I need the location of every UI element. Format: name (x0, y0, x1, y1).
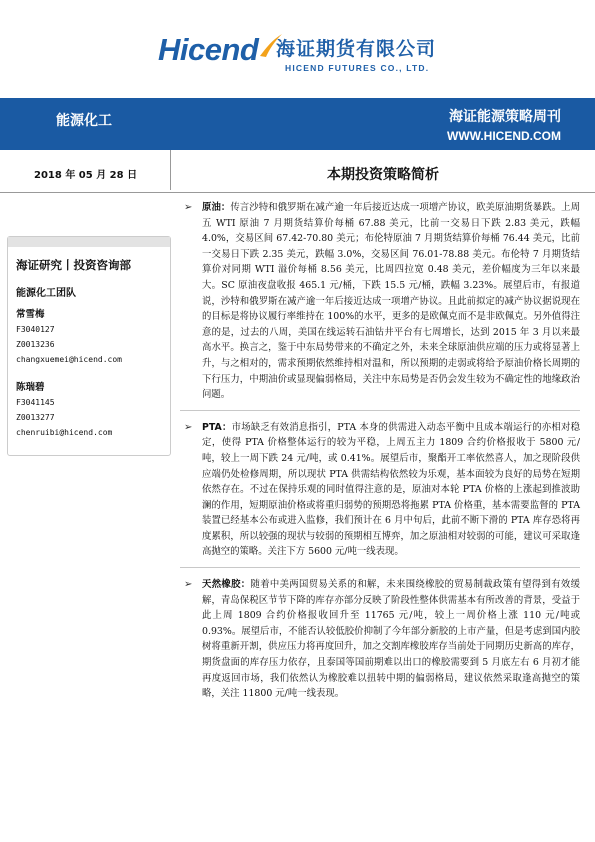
logo-wordmark: Hicend (158, 32, 259, 67)
section-label: 原油： (202, 202, 231, 213)
section-text: 传言沙特和俄罗斯在减产逾一年后接近达成一项增产协议，欧美原油期货暴跌。上周五 WTI 原油 7 月期货结算价每桶 67.88 美元，比前一交易日下跌 2.83 美元，跌幅 4.0%，交易区间 67.42-70.80 美元；布伦特原油 7 月期货结算价每桶 76.44 美元，比前一交易日下跌 2.35 美元，跌幅 3.0%，交易区间 76.01-78.88 美元。布伦特 7 月期货结算价对同期 WTI 溢价每桶 8.56 美元，比周四拉宽 0.48 美元，差价幅度为三年以来最大。SC 原油夜盘收报 465.1 元/桶，下跌 15.5 元/桶，跌幅 3.23%。展望后市，有报道说，沙特和俄罗斯在减产逾一年后接近达成一项增产协议。且此前拟定的减产协议据说现在的目标是将协议履行率维持在 100%的水平，更多的是欧佩克而不是非欧佩克。另外值得注意的是，过去的八周，美国在线运转石油钻井平台有七周增长，达到 2015 年 3 月以来最高水平。换言之，鉴于中东局势带来的不确定之外，未来全球原油供应端的压力或将显著上升，与之相对的，需求预期依然维持相对温和，所以预期的走弱或将给予原油价格长周期的下行压力，中期油价或显现偏弱格局，关注中东局势是否仍会发生较为不确定性的地缘政治问题。 (202, 202, 580, 401)
arrow-bullet-icon: ➢ (184, 579, 193, 591)
section-label: 能源化工 (56, 113, 112, 129)
report-date: 2018 年 05 月 28 日 (34, 170, 138, 181)
section-pta (170, 420, 580, 560)
analyst-sidebar (7, 236, 171, 456)
strategy-content (170, 200, 580, 702)
section-paragraph (202, 200, 580, 403)
analyst-license-id: F3040127 (16, 325, 55, 334)
analyst-card (16, 380, 112, 440)
section-divider (180, 567, 580, 568)
company-logo (158, 28, 458, 78)
analyst-card (16, 307, 122, 367)
page-title: 本期投资策略简析 (327, 167, 439, 183)
section-crude-oil (170, 200, 580, 403)
section-text: 市场缺乏有效消息指引，PTA 本身的供需进入动态平衡中且成本端运行的亦相对稳定，使得 PTA 价格整体运行的较为平稳，上周五主力 1809 合约价格报收于 5800 元/吨，较上一周下跌 24 元/吨，或 0.41%。展望后市，聚酯开工率依然喜人，加之现阶段供应端仍处检修周期，所以现状 PTA 供需结构依然较为乐观，基本面较为良好的局势在短期依然存在。不过在保持乐观的同时值得注意的是，原油对本轮 PTA 价格的上涨起到推波助澜的作用，短期原油价格或将重归弱势的预期恐将拖累 PTA 价格重，基本需要监督的 PTA 装置已经基本公布或进入监修，我们预计在 6 月中旬后，此前不断下滑的 PTA 库存恐将再度累积，所以较强的现状与较弱的预期相互博弈，加之原油相对较弱的可能，建议可采取逢高抛空的策略。关注下方 5600 元/吨一线表现。 (202, 421, 580, 558)
section-natural-rubber (170, 577, 580, 702)
sidebar-team: 能源化工团队 (16, 288, 76, 299)
section-text: 随着中美两国贸易关系的和解，未来围绕橡胶的贸易制裁政策有望得到有效缓解，青岛保税区节节下降的库存亦部分反映了阶段性整体供需基本有所改善的背景，受益于此上周 1809 合约价格报收回升至 11765 元/吨，较上一周价格上涨 110 元/吨或 0.93%。展望后市，不能否认较低胶价抑制了今年部分新胶的上市产量，但是考虑到国内胶树将重新开割，供应压力将再度回升，加之交割库橡胶库存当前处于同期历史新高的库存，期货盘面的库存压力依存，且泰国等国前期难以出口的橡胶需要到 5 月底左右 6 月初才能再度返回市场，我们依然认为橡胶难以扭转中期的偏弱格局，建议依然采取逢高抛空的策略，关注 11800 元/吨一线表现。 (202, 579, 580, 700)
arrow-bullet-icon: ➢ (184, 421, 193, 433)
section-paragraph (202, 420, 580, 560)
section-paragraph (202, 577, 580, 702)
analyst-license-id: F3041145 (16, 398, 55, 407)
analyst-name: 陈瑞碧 (16, 382, 45, 393)
section-label: 天然橡胶： (202, 579, 251, 591)
arrow-bullet-icon: ➢ (184, 202, 193, 213)
analyst-consult-id: Z0013277 (16, 413, 55, 422)
header-banner (0, 98, 595, 150)
logo-company-name-cn: 海证期货有限公司 (276, 38, 437, 60)
section-divider (180, 410, 580, 411)
analyst-name: 常雪梅 (16, 309, 45, 320)
banner-right (447, 106, 561, 143)
header-divider-horizontal (0, 192, 595, 193)
sidebar-top-band (8, 237, 170, 247)
publication-title: 海证能源策略周刊 (449, 109, 561, 125)
sidebar-heading: 海证研究丨投资咨询部 (16, 258, 131, 272)
analyst-email: chenruibi@hicend.com (16, 428, 113, 437)
section-label: PTA： (202, 421, 232, 433)
logo-company-name-en: HICEND FUTURES CO., LTD. (285, 63, 430, 73)
analyst-email: changxuemei@hicend.com (16, 355, 122, 364)
website-url: WWW.HICEND.COM (447, 129, 561, 143)
analyst-consult-id: Z0013236 (16, 340, 55, 349)
